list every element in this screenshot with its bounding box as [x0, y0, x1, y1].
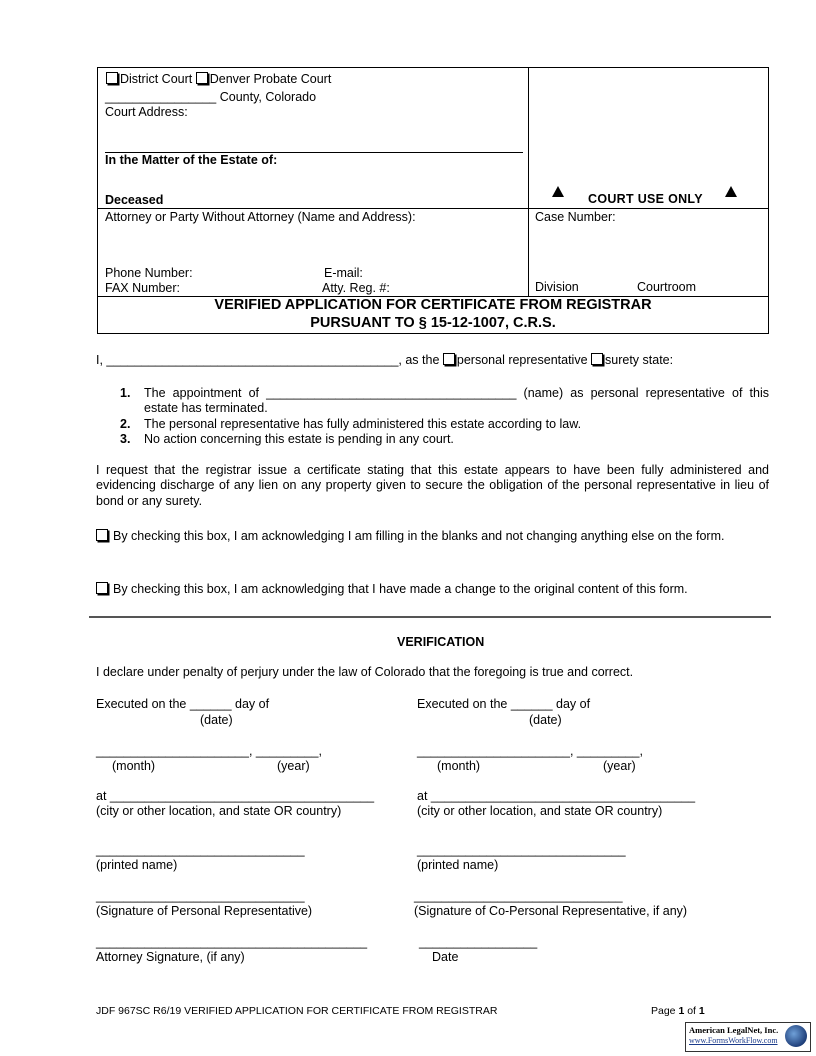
printed-caption-right: (printed name): [417, 858, 499, 872]
county-label: County, Colorado: [219, 90, 317, 104]
ack-1: [96, 526, 769, 546]
form-title-line1: VERIFIED APPLICATION FOR CERTIFICATE FROM REGISTRAR: [214, 297, 652, 313]
printed-blank-right[interactable]: ______________________________: [417, 843, 626, 857]
phone-label: Phone Number:: [105, 266, 193, 280]
surety-checkbox[interactable]: [591, 353, 603, 365]
date-caption-right: (date): [529, 713, 562, 727]
item-3-number: 3.: [120, 432, 131, 446]
ack-1-text: By checking this box, I am acknowledging I am filling in the blanks and not changing anything else on the form.: [113, 529, 725, 543]
page-number: 1: [678, 1005, 685, 1017]
month-caption-left: (month): [112, 759, 156, 773]
declaration-text: I declare under penalty of perjury under the law of Colorado that the foregoing is true and correct.: [96, 665, 634, 679]
form-title-line2: PURSUANT TO § 15-12-1007, C.R.S.: [310, 315, 556, 331]
year-caption-right: (year): [603, 759, 636, 773]
court-address-label: Court Address:: [105, 105, 188, 119]
sig-blank-left[interactable]: ______________________________: [96, 889, 305, 903]
logo-line2: www.FormsWorkFlow.com: [689, 1036, 778, 1045]
month-caption-right: (month): [437, 759, 481, 773]
item-1-text: The appointment of ____________________________________ (name) as personal representative of this estate has terminated.: [144, 386, 769, 415]
district-court-label: District Court: [120, 72, 193, 86]
atty-reg-label: Atty. Reg. #:: [322, 281, 390, 295]
item-3-text: No action concerning this estate is pending in any court.: [144, 432, 454, 446]
month-year-blank-left[interactable]: ______________________, _________,: [96, 744, 322, 758]
up-triangle-icon-right: [725, 186, 737, 197]
month-year-blank-right[interactable]: ______________________, _________,: [417, 744, 643, 758]
deceased-label: Deceased: [105, 193, 164, 207]
atty-sig-blank[interactable]: _______________________________________: [96, 935, 368, 949]
ack-2-text: By checking this box, I am acknowledging that I have made a change to the original content of this form.: [113, 582, 688, 596]
intro-line: [96, 353, 673, 367]
date-caption: Date: [432, 950, 459, 964]
courtroom-label: Courtroom: [637, 280, 697, 294]
email-label: E-mail:: [324, 266, 363, 280]
globe-icon: [785, 1025, 807, 1047]
section-divider: [89, 616, 771, 618]
case-number-label: Case Number:: [535, 210, 616, 224]
executed-left[interactable]: Executed on the ______ day of: [96, 697, 270, 711]
atty-sig-caption: Attorney Signature, (if any): [96, 950, 245, 964]
denver-probate-checkbox[interactable]: [196, 72, 208, 84]
item-1-number: 1.: [120, 386, 131, 400]
year-caption-left: (year): [277, 759, 310, 773]
intro-name-blank[interactable]: I, __________________________________________, as the: [96, 353, 440, 367]
printed-caption-left: (printed name): [96, 858, 178, 872]
district-court-checkbox[interactable]: [106, 72, 118, 84]
page-label: Page: [651, 1005, 676, 1017]
verification-heading: VERIFICATION: [397, 635, 485, 649]
footer-page: [651, 1005, 705, 1017]
sig-caption-right: (Signature of Co-Personal Representative, if any): [414, 904, 688, 918]
american-legalnet-logo: [685, 1022, 811, 1052]
date-blank[interactable]: _________________: [419, 935, 538, 949]
personal-rep-label: personal representative: [456, 353, 588, 367]
ack-2-checkbox[interactable]: [96, 582, 108, 594]
of-label: of: [687, 1005, 696, 1017]
ack-2: [96, 582, 688, 596]
denver-probate-label: Denver Probate Court: [209, 72, 332, 86]
ack-1-checkbox[interactable]: [96, 529, 108, 541]
fax-label: FAX Number:: [105, 281, 181, 295]
attorney-label: Attorney or Party Without Attorney (Name and Address):: [105, 210, 416, 224]
date-caption-left: (date): [200, 713, 233, 727]
sig-blank-right[interactable]: ______________________________: [414, 889, 623, 903]
division-label: Division: [535, 280, 579, 294]
at-blank-left[interactable]: at ______________________________________: [96, 789, 375, 803]
request-paragraph: I request that the registrar issue a certificate stating that this estate appears to have been fully administered and evidencing discharge of any lien on any property given to secure the obligation of the personal representative in lieu of bond or any surety.: [96, 463, 769, 508]
page-total: 1: [698, 1005, 705, 1017]
footer-form-id: JDF 967SC R6/19 VERIFIED APPLICATION FOR CERTIFICATE FROM REGISTRAR: [96, 1005, 498, 1017]
personal-rep-checkbox[interactable]: [443, 353, 455, 365]
surety-label: surety state:: [605, 353, 674, 367]
at-blank-right[interactable]: at ______________________________________: [417, 789, 696, 803]
city-caption-right: (city or other location, and state OR country): [417, 804, 663, 818]
court-use-only: COURT USE ONLY: [588, 192, 703, 206]
up-triangle-icon-left: [552, 186, 564, 197]
city-caption-left: (city or other location, and state OR country): [96, 804, 342, 818]
matter-label: In the Matter of the Estate of:: [105, 153, 278, 167]
printed-blank-left[interactable]: ______________________________: [96, 843, 305, 857]
sig-caption-left: (Signature of Personal Representative): [96, 904, 313, 918]
logo-line1: American LegalNet, Inc.: [689, 1025, 779, 1035]
item-2-number: 2.: [120, 417, 131, 431]
county-blank[interactable]: ________________: [105, 90, 217, 104]
item-2-text: The personal representative has fully administered this estate according to law.: [144, 417, 582, 431]
executed-right[interactable]: Executed on the ______ day of: [417, 697, 591, 711]
